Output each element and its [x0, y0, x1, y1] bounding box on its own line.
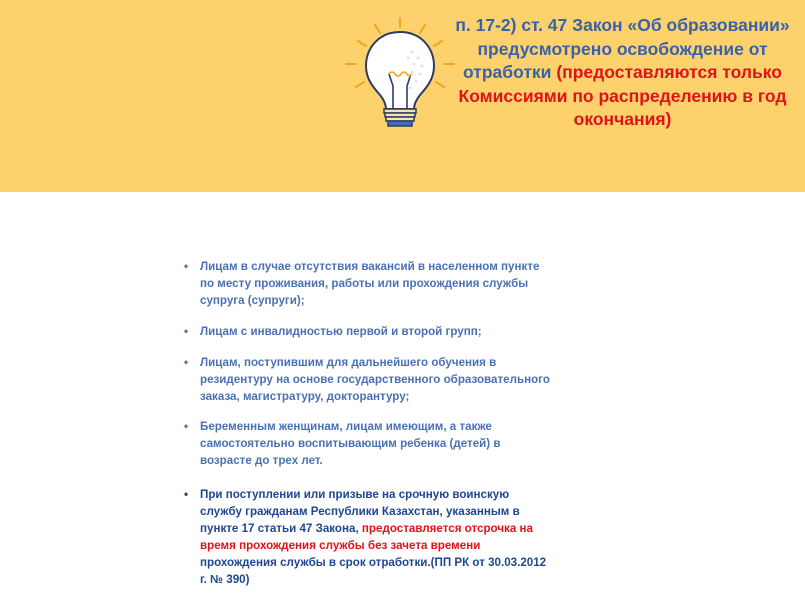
headline-main: п. 17-2) ст. 47 Закон «Об образовании» предусмотрено освобождение от отработки: [455, 15, 790, 82]
list-item: • Беременным женщинам, лицам имеющим, а также самостоятельно воспитывающим ребенка (детей) в возрасте до трех лет.: [182, 418, 552, 469]
light-bulb-icon: [340, 14, 470, 136]
list-item: • Лицам с инвалидностью первой и второй групп;: [182, 323, 552, 340]
exemption-list: [182, 258, 552, 588]
headline: [455, 14, 790, 132]
list-item: • Лицам в случае отсутствия вакансий в населенном пункте по месту проживания, работы или прохождения службы супруга (супруги);: [182, 258, 552, 309]
deferment-text: При поступлении или призыве на срочную воинскую службу гражданам Республики Казахстан, указанным в пункте 17 статьи 47 Закона,: [200, 488, 520, 535]
headline-note: (предоставляются только Комиссиями по распределению в год окончания): [458, 62, 787, 129]
header-banner: [0, 0, 805, 192]
deferment-highlight: предоставляется отсрочка на время прохождения службы без зачета времени: [200, 522, 533, 552]
list-item: • Лицам, поступившим для дальнейшего обучения в резидентуру на основе государственного образовательного заказа, магистратуру, докторантуру;: [182, 354, 552, 405]
list-item-deferment: [182, 486, 552, 588]
deferment-reference: прохождения службы в срок отработки.(ПП РК от 30.03.2012 г. № 390): [200, 556, 547, 586]
